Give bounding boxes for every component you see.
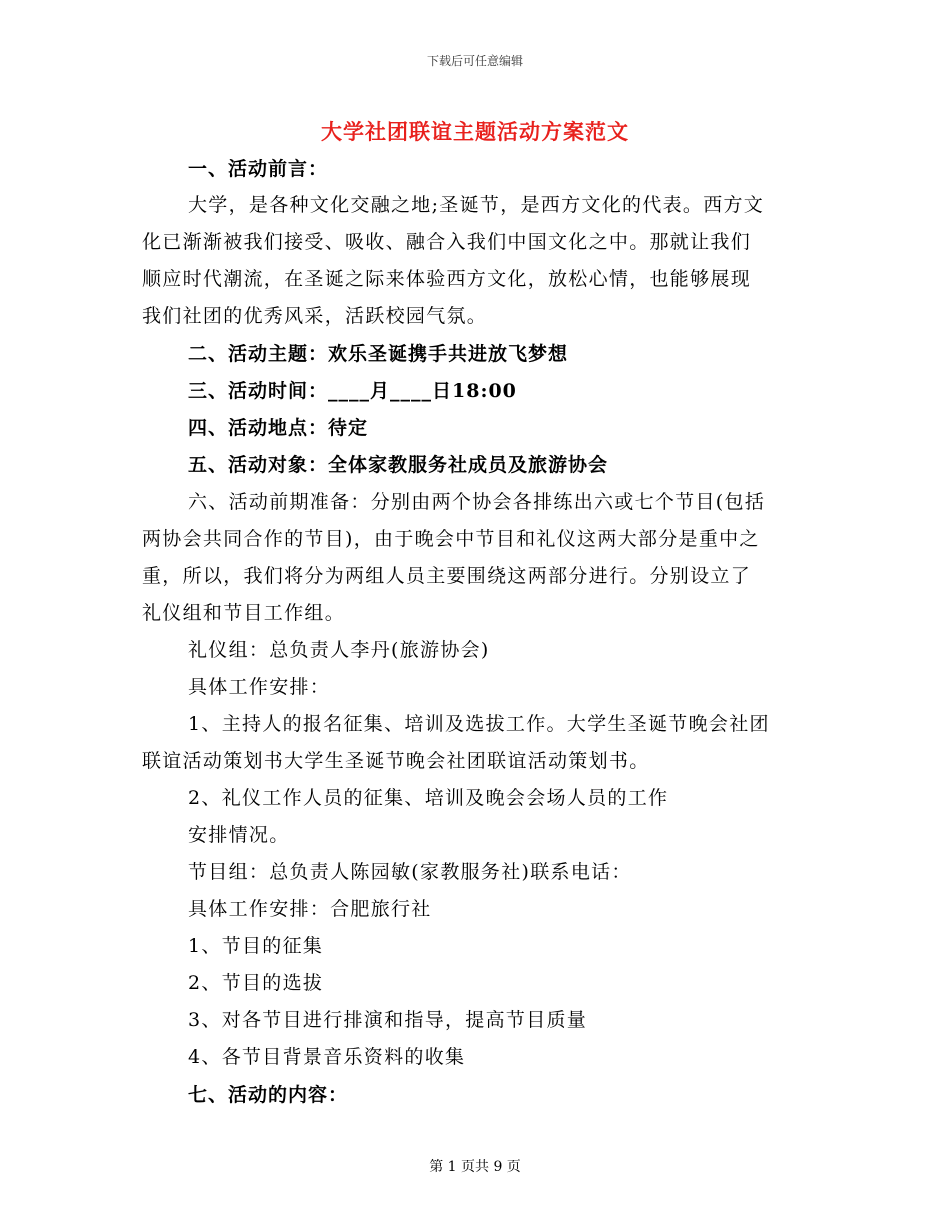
paragraph-line: 具体工作安排：合肥旅行社 <box>188 898 432 920</box>
section-heading-preface: 一、活动前言： <box>188 158 329 180</box>
page-footer-number: 第 1 页共 9 页 <box>429 1159 521 1175</box>
section-heading-time: 三、活动时间：____月____日18:00 <box>188 380 517 402</box>
paragraph-line: 顺应时代潮流，在圣诞之际来体验西方文化，放松心情，也能够展现 <box>142 268 752 290</box>
paragraph-line: 安排情况。 <box>188 824 290 846</box>
paragraph-line: 礼仪组：总负责人李丹(旅游协会) <box>188 639 490 661</box>
paragraph-line: 节目组：总负责人陈园敏(家教服务社)联系电话： <box>188 861 632 883</box>
list-item: 2、节目的选拔 <box>188 972 324 994</box>
document-title: 大学社团联谊主题活动方案范文 <box>321 119 629 144</box>
paragraph-line: 化已渐渐被我们接受、吸收、融合入我们中国文化之中。那就让我们 <box>142 231 752 253</box>
paragraph-line: 六、活动前期准备：分别由两个协会各排练出六或七个节目(包括 <box>188 491 766 513</box>
section-heading-content: 七、活动的内容： <box>188 1084 349 1106</box>
paragraph-line: 我们社团的优秀风采，活跃校园气氛。 <box>142 305 488 327</box>
paragraph-line: 具体工作安排： <box>188 676 331 698</box>
paragraph-line: 联谊活动策划书大学生圣诞节晚会社团联谊活动策划书。 <box>142 750 650 772</box>
paragraph-line: 大学，是各种文化交融之地;圣诞节，是西方文化的代表。西方文 <box>188 194 765 216</box>
section-heading-audience: 五、活动对象：全体家教服务社成员及旅游协会 <box>188 454 609 476</box>
section-heading-theme: 二、活动主题：欢乐圣诞携手共进放飞梦想 <box>188 343 569 365</box>
paragraph-line: 重，所以，我们将分为两组人员主要围绕这两部分进行。分别设立了 <box>142 565 752 587</box>
list-item: 1、节目的征集 <box>188 935 324 957</box>
page-header-note: 下载后可任意编辑 <box>426 54 523 68</box>
list-item: 1、主持人的报名征集、培训及选拔工作。大学生圣诞节晚会社团 <box>188 713 770 735</box>
list-item: 2、礼仪工作人员的征集、培训及晚会会场人员的工作 <box>188 787 669 809</box>
section-heading-location: 四、活动地点：待定 <box>188 417 369 439</box>
list-item: 4、各节目背景音乐资料的收集 <box>188 1046 466 1068</box>
list-item: 3、对各节目进行排演和指导，提高节目质量 <box>188 1009 588 1031</box>
paragraph-line: 礼仪组和节目工作组。 <box>142 602 346 624</box>
paragraph-line: 两协会共同合作的节目)，由于晚会中节目和礼仪这两大部分是重中之 <box>142 528 760 550</box>
